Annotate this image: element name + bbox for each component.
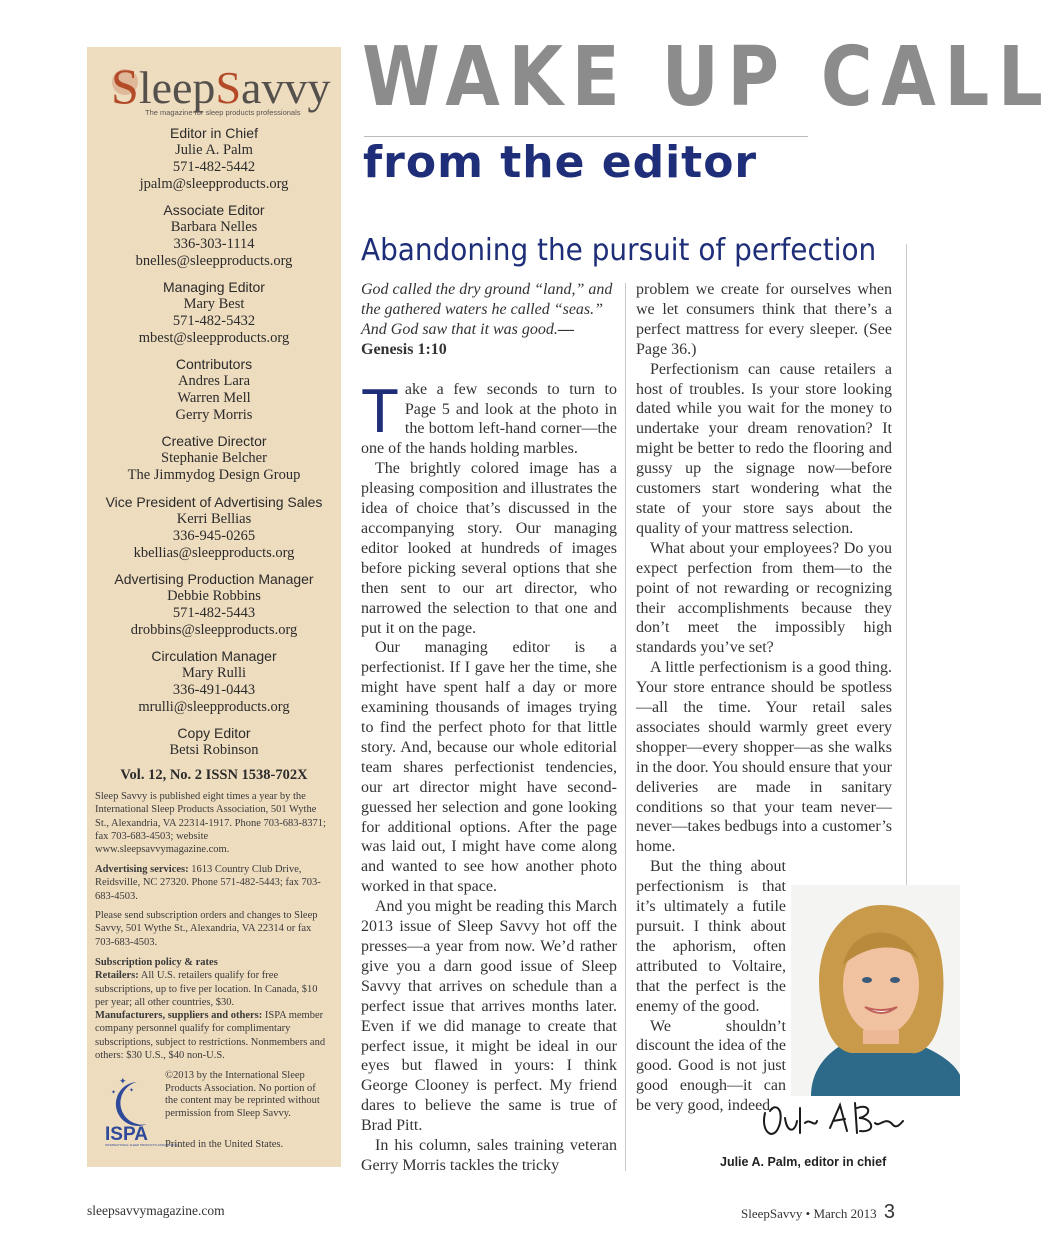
staff-entry bbox=[87, 356, 341, 424]
svg-text:✦: ✦ bbox=[119, 1077, 127, 1087]
staff-role: Editor in Chief bbox=[170, 125, 258, 141]
ispa-logo-icon bbox=[103, 1072, 178, 1154]
section-subkicker: from the editor bbox=[363, 137, 758, 188]
staff-detail: Mary Rulli bbox=[181, 665, 247, 681]
article-paragraph: In his column, sales training veteran Gerry Morris tackles the tricky bbox=[361, 1137, 617, 1174]
page-number: 3 bbox=[883, 1201, 895, 1223]
ispa-sub: INTERNATIONAL SLEEP PRODUCTS ASSOCIATION bbox=[105, 1143, 178, 1147]
staff-entry bbox=[87, 125, 341, 193]
footer-website: sleepsavvymagazine.com bbox=[87, 1203, 225, 1218]
editor-photo bbox=[791, 885, 960, 1096]
subscription-orders: Please send subscription orders and changes to Sleep Savvy, 501 Wythe St., Alexandria, VA 22314 or fax 703-683-4503. bbox=[95, 910, 318, 948]
logo-wordmark: SleepSavvy bbox=[111, 58, 331, 114]
staff-detail: Barbara Nelles bbox=[170, 219, 258, 235]
staff-role: Advertising Production Manager bbox=[114, 571, 314, 587]
staff-role: Creative Director bbox=[161, 433, 267, 449]
footer-magazine: SleepSavvy bbox=[741, 1206, 803, 1221]
footer-folio bbox=[741, 1201, 895, 1224]
drop-cap: T bbox=[361, 376, 399, 446]
copyright-notice: ©2013 by the International Sleep Products Association. No portion of the content may be reprinted without permission from Sleep Savvy. bbox=[165, 1070, 320, 1120]
staff-detail: Gerry Morris bbox=[175, 407, 253, 423]
staff-role: Copy Editor bbox=[177, 725, 251, 741]
staff-detail: 571-482-5432 bbox=[172, 313, 256, 329]
staff-detail: Stephanie Belcher bbox=[161, 450, 267, 466]
article-paragraph: problem we create for ourselves when we let consumers think that there’s a perfect mattress for every sleeper. (See Page 36.) bbox=[636, 281, 892, 358]
article-paragraph: And you might be reading this March 2013 issue of Sleep Savvy hot off the presses—a year from now. We’d rather give you a darn good issue of Sleep Savvy that arrives on schedule than a perfect issue that arrives months later. Even if we did manage to create that perfect issue, it might be ideal in our eyes but flawed in yours: I think George Clooney is perfect. My friend dares to believe the same is true of Brad Pitt. bbox=[361, 898, 617, 1135]
staff-entry bbox=[87, 571, 341, 639]
staff-detail: mrulli@sleepproducts.org bbox=[138, 699, 290, 715]
staff-detail: 571-482-5443 bbox=[172, 605, 256, 621]
article-paragraph: The brightly colored image has a pleasing composition and illustrates the idea of choice that’s discussed in the accompanying story. Our managing editor looked at hundreds of images before picking several options that she then sent to our art director, who narrowed the selection to that one and put it on the page. bbox=[361, 460, 617, 637]
sleepsavvy-logo bbox=[99, 55, 334, 117]
ispa-label: ISPA bbox=[105, 1124, 148, 1145]
staff-role: Managing Editor bbox=[163, 279, 265, 295]
staff-entry bbox=[87, 725, 341, 759]
staff-entry bbox=[87, 494, 341, 562]
staff-role: Associate Editor bbox=[163, 202, 265, 218]
staff-detail: 336-491-0443 bbox=[172, 682, 256, 698]
staff-entry bbox=[87, 279, 341, 347]
staff-role: Circulation Manager bbox=[151, 648, 277, 664]
advertising-services: Advertising services: 1613 Country Club Drive, Reidsville, NC 27320. Phone 571-482-5443; fax 703-683-4503. bbox=[95, 864, 321, 902]
svg-text:✦: ✦ bbox=[111, 1089, 117, 1096]
staff-detail: Andres Lara bbox=[177, 373, 251, 389]
article-paragraph: What about your employees? Do you expect perfection from them—to the point of not rewarding or recognizing their accomplishments because they don’t meet the impossibly high standards you’ve set? bbox=[636, 539, 892, 657]
column-divider-right bbox=[906, 244, 907, 886]
footer-issue: • March 2013 bbox=[805, 1206, 877, 1221]
logo-tagline: The magazine for sleep products professionals bbox=[145, 108, 301, 117]
staff-detail: jpalm@sleepproducts.org bbox=[139, 176, 289, 192]
article-paragraph: But the thing about perfectionism is that it’s ultimately a futile pursuit. I think about the aphorism, often attributed to Voltaire, that the perfect is the enemy of the good. bbox=[636, 858, 786, 1015]
subscription-policy: Subscription policy & rates Retailers: All U.S. retailers qualify for free subscriptions, up to five per location. In Canada, $10 per year; all other countries, $30. Manufacturers, suppliers and others: ISPA member company personnel qualify for complimentary subscriptions, subject to restrictions. Nonmembers and others: $30 U.S., $40 non-U.S. bbox=[95, 957, 326, 1062]
staff-detail: mbest@sleepproducts.org bbox=[138, 330, 290, 346]
article-paragraph: Our managing editor is a perfectionist. If I gave her the time, she might have spent half a day or more examining thousands of images trying to find the perfect photo for that little story. And, because our whole editorial team shares perfectionist tendencies, our art director might have second-guessed her selection and gone looking for additional options. After the page was laid out, I might have come along and wanted to see how another photo worked in that space. bbox=[361, 639, 617, 896]
signature-caption: Julie A. Palm, editor in chief bbox=[720, 1155, 887, 1169]
masthead-sidebar bbox=[87, 47, 341, 1167]
staff-detail: drobbins@sleepproducts.org bbox=[130, 622, 298, 638]
staff-detail: Julie A. Palm bbox=[175, 142, 253, 158]
staff-entry bbox=[87, 202, 341, 270]
printed-notice: Printed in the United States. bbox=[165, 1139, 284, 1150]
article-paragraph: Take a few seconds to turn to Page 5 and look at the photo in the bottom left-hand corner—the one of the hands holding marbles. bbox=[361, 376, 617, 458]
editor-signature bbox=[755, 1093, 905, 1151]
staff-detail: Kerri Bellias bbox=[176, 511, 252, 527]
epigraph: God called the dry ground “land,” and the gathered waters he called “seas.” And God saw that it was good.—Genesis 1:10 bbox=[361, 281, 613, 358]
staff-role: Contributors bbox=[175, 356, 253, 372]
staff-detail: bnelles@sleepproducts.org bbox=[135, 253, 293, 269]
staff-detail: Mary Best bbox=[183, 296, 245, 312]
staff-detail: 336-303-1114 bbox=[173, 236, 255, 252]
publisher-info: Sleep Savvy is published eight times a year by the International Sleep Products Association, 501 Wythe St., Alexandria, VA 22314-1917. Phone 703-683-8371; fax 703-683-4503; website www.sleepsavvymagazine.com. bbox=[95, 791, 326, 856]
staff-detail: Warren Mell bbox=[177, 390, 251, 406]
staff-detail: 571-482-5442 bbox=[172, 159, 256, 175]
staff-detail: Debbie Robbins bbox=[167, 588, 261, 604]
article-column-1 bbox=[361, 280, 617, 1176]
staff-entry bbox=[87, 433, 341, 484]
article-paragraph: A little perfectionism is a good thing. Your store entrance should be spotless—all the time. Your retail sales associates should warmly greet every shopper—every shopper—as she walks in the door. You should ensure that your deliveries are made in sanitary conditions so that your team never—never—takes bedbugs into a customer’s home. bbox=[636, 659, 892, 856]
section-kicker: WAKE UP CALL bbox=[362, 30, 1051, 125]
staff-detail: Betsi Robinson bbox=[169, 742, 259, 758]
column-divider bbox=[625, 283, 626, 1171]
staff-role: Vice President of Advertising Sales bbox=[105, 494, 323, 510]
staff-detail: kbellias@sleepproducts.org bbox=[133, 545, 295, 561]
volume-issn: Vol. 12, No. 2 ISSN 1538-702X bbox=[120, 767, 308, 783]
staff-detail: 336-945-0265 bbox=[172, 528, 256, 544]
article-paragraph: We shouldn’t discount the idea of the good. Good is not just good enough—it can be very good, indeed. bbox=[636, 1017, 786, 1115]
article-headline: Abandoning the pursuit of perfection bbox=[361, 233, 877, 268]
staff-detail: The Jimmydog Design Group bbox=[127, 467, 301, 483]
article-paragraph: Perfectionism can cause retailers a host of troubles. Is your store looking dated while you wait for the money to undertake your dream renovation? It might be better to redo the flooring and gussy up the signage now—before customers start wondering what the state of your store says about the quality of your mattress selection. bbox=[636, 360, 892, 537]
svg-text:✦: ✦ bbox=[129, 1087, 135, 1094]
staff-entry bbox=[87, 648, 341, 716]
